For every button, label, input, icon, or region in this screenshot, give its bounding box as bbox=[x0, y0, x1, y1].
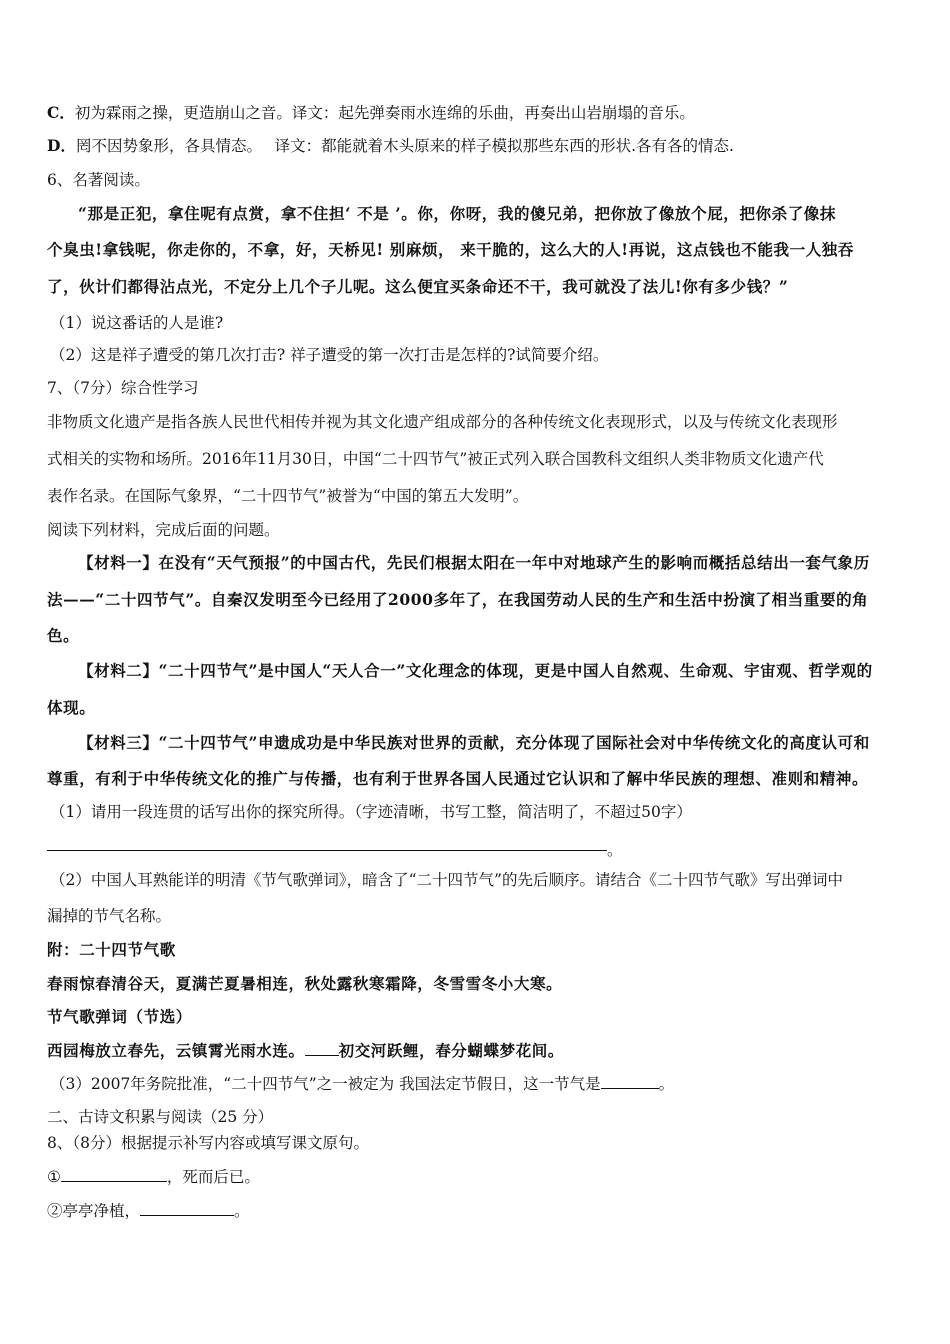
q7-appendix-title: 附：二十四节气歌 bbox=[47, 940, 176, 959]
q5-option-d-text: 罔不因势象形，各具情态。 译文：都能就着木头原来的样子模拟那些东西的形状.各有各的情态. bbox=[75, 137, 734, 155]
q6-quote-line: 了，伙计们都得沾点光，不定分上几个子儿呢。这么便宜买条命还不干，我可就没了法儿!你有多少钱？” bbox=[47, 277, 789, 296]
q6-quote-line: “那是正犯，拿住呢有点赏，拿不住担‘ 不是 ’。你，你呀，我的傻兄弟，把你放了像放个屁，把你杀了像抹 bbox=[78, 204, 837, 223]
q6-heading: 6、名著阅读。 bbox=[47, 171, 150, 189]
q7-material-1-line: 【材料一】在没有“天气预报”的中国古代，先民们根据太阳在一年中对地球产生的影响而概括总结出一套气象历 bbox=[78, 553, 870, 572]
q5-option-c-text: 初为霖雨之操，更造崩山之音。译文：起先弹奏雨水连绵的乐曲，再奏出山岩崩塌的音乐。 bbox=[74, 104, 695, 122]
q8-heading: 8、（8分）根据提示补写内容或填写课文原句。 bbox=[47, 1134, 369, 1152]
q7-sub-question-3-end: 。 bbox=[658, 1075, 675, 1093]
q7-answer-line-1[interactable] bbox=[47, 850, 607, 851]
q7-tanci-blank[interactable] bbox=[305, 1041, 339, 1056]
q8-item-2-head: ②亭亭净植， bbox=[47, 1202, 141, 1220]
q7-material-3-line: 尊重，有利于中华传统文化的推广与传播，也有利于世界各国人民通过它认识和了解中华民族的理想、准则和精神。 bbox=[47, 769, 869, 788]
q8-item-2-tail: 。 bbox=[234, 1202, 250, 1220]
q7-sub-question-3 bbox=[50, 1074, 674, 1094]
q7-material-2-line: 【材料二】“二十四节气”是中国人“天人合一”文化理念的体现，更是中国人自然观、生命观、宇宙观、哲学观的 bbox=[78, 661, 873, 680]
section-2-heading: 二、古诗文积累与阅读（25 分） bbox=[47, 1108, 274, 1126]
q8-item-1-tail: ，死而后已。 bbox=[166, 1168, 260, 1186]
q5-option-d-label: D． bbox=[47, 136, 76, 155]
q8-item-1 bbox=[47, 1167, 260, 1187]
q8-item-1-number: ① bbox=[47, 1168, 61, 1186]
q7-material-1-line: 色。 bbox=[47, 626, 80, 645]
q5-option-c bbox=[47, 103, 695, 123]
q7-tanci-part-a: 西园梅放立春先，云镇霄光雨水连。 bbox=[47, 1041, 305, 1060]
q7-jieqi-song: 春雨惊春清谷天，夏满芒夏暑相连，秋处露秋寒霜降，冬雪雪冬小大寒。 bbox=[47, 974, 563, 993]
q5-option-d bbox=[47, 136, 734, 156]
q7-sub-question-3-blank[interactable] bbox=[601, 1074, 659, 1089]
q7-sub-question-3-text: （3）2007年务院批准，“二十四节气”之一被定为 我国法定节假日，这一节气是 bbox=[50, 1075, 601, 1093]
q6-sub-question-2: （2）这是祥子遭受的第几次打击? 祥子遭受的第一次打击是怎样的?试简要介绍。 bbox=[50, 346, 609, 364]
q7-material-3-line: 【材料三】“二十四节气”申遗成功是中华民族对世界的贡献，充分体现了国际社会对中华传统文化的高度认可和 bbox=[78, 733, 870, 752]
q8-item-1-blank[interactable] bbox=[61, 1167, 167, 1182]
q7-answer-line-1-end: 。 bbox=[607, 841, 623, 859]
q6-sub-question-1: （1）说这番话的人是谁? bbox=[50, 314, 224, 332]
q7-tanci-title: 节气歌弹词（节选） bbox=[47, 1007, 192, 1026]
q7-intro-line: 表作名录。在国际气象界，“二十四节气”被誉为“中国的第五大发明”。 bbox=[47, 487, 529, 505]
q7-intro-line: 式相关的实物和场所。2016年11月30日，中国“二十四节气”被正式列入联合国教科文组织人类非物质文化遗产代 bbox=[47, 450, 824, 468]
q5-option-c-label: C． bbox=[47, 103, 75, 122]
q7-instruction: 阅读下列材料，完成后面的问题。 bbox=[47, 521, 280, 539]
q8-item-2 bbox=[47, 1201, 250, 1221]
q7-intro-line: 非物质文化遗产是指各族人民世代相传并视为其文化遗产组成部分的各种传统文化表现形式，以及与传统文化表现形 bbox=[47, 413, 838, 431]
q6-quote-line: 个臭虫!拿钱呢，你走你的，不拿，好，天桥见! 别麻烦， 来干脆的，这么大的人!再说，这点钱也不能我一人独吞 bbox=[47, 240, 855, 259]
q7-heading: 7、（7分）综合性学习 bbox=[47, 379, 199, 397]
q8-item-2-blank[interactable] bbox=[140, 1201, 234, 1216]
q7-material-1-line: 法——“二十四节气”。自秦汉发明至今已经用了2000多年了，在我国劳动人民的生产和生活中扮演了相当重要的角 bbox=[47, 590, 869, 609]
q7-material-2-line: 体现。 bbox=[47, 698, 96, 717]
q7-sub-question-2-line: 漏掉的节气名称。 bbox=[47, 907, 172, 925]
q7-sub-question-2-line: （2）中国人耳熟能详的明清《节气歌弹词》，暗含了“二十四节气”的先后顺序。请结合《二十四节气歌》写出弹词中 bbox=[50, 871, 843, 889]
q7-tanci-part-b: 初交河跃鲤，春分蝴蝶梦花间。 bbox=[338, 1041, 565, 1060]
q7-tanci-text bbox=[47, 1041, 564, 1061]
q7-sub-question-1: （1）请用一段连贯的话写出你的探究所得。（字迹清晰，书写工整，简洁明了，不超过50字） bbox=[50, 803, 692, 821]
